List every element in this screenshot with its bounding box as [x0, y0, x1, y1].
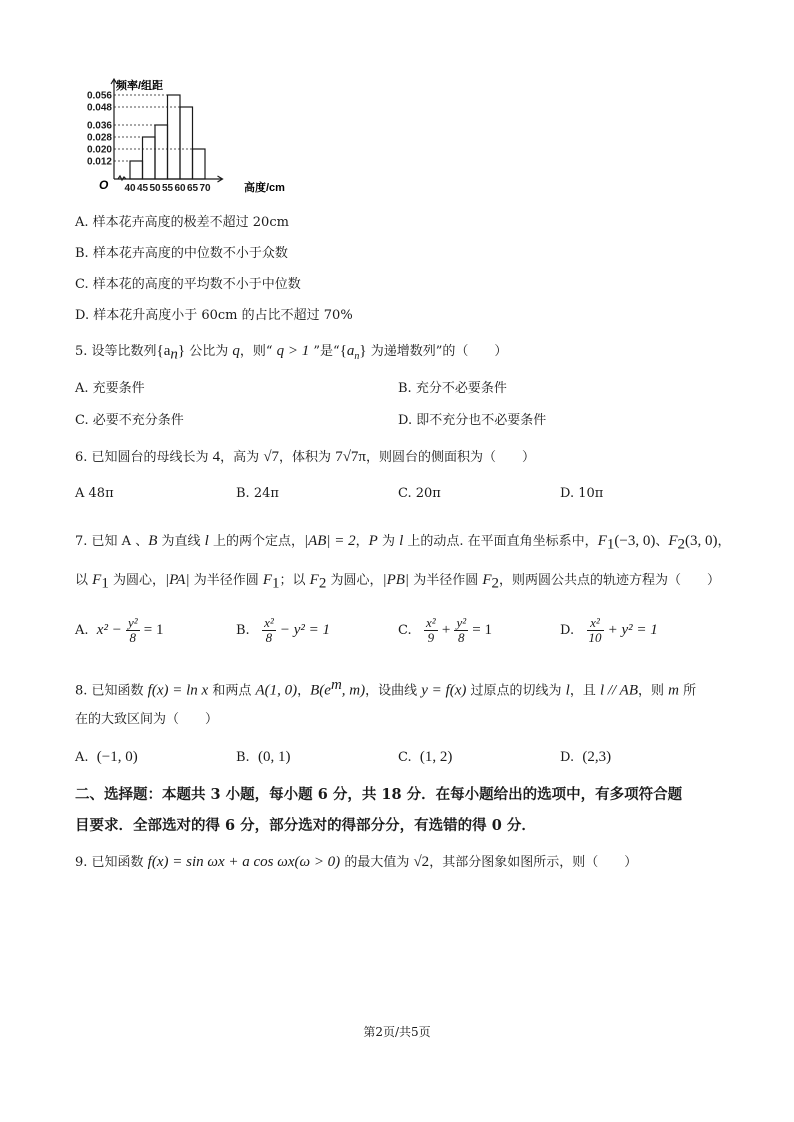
q8-option-a[interactable]: A. (−1, 0) — [75, 749, 138, 765]
x-tick-label: 45 — [136, 183, 149, 194]
section2-heading-line2: 目要求．全部选对的得 6 分，部分选对的得部分分，有选错的得 0 分． — [75, 817, 536, 834]
q8-option-c[interactable]: C. (1, 2) — [398, 749, 453, 765]
x-tick-label: 55 — [161, 183, 174, 194]
x-tick-label: 60 — [174, 183, 186, 194]
y-axis-label: 频率/组距 — [116, 80, 164, 92]
q6-option-b[interactable]: B. 24π — [236, 486, 279, 501]
q6-stem: 6. 已知圆台的母线长为 4，高为 √7，体积为 7√7π，则圆台的侧面积为（ ） — [75, 449, 536, 465]
q4-option-d[interactable]: D. 样本花升高度小于 60cm 的占比不超过 70% — [75, 308, 353, 323]
x-tick-label: 50 — [149, 183, 161, 194]
y-tick-label: 0.056 — [86, 90, 112, 102]
x-axis-label: 高度/cm — [244, 182, 285, 194]
y-tick-label: 0.048 — [86, 102, 112, 114]
y-tick-label: 0.028 — [86, 132, 112, 144]
y-tick-label: 0.012 — [86, 156, 112, 168]
frequency-histogram — [82, 76, 382, 196]
section2-heading-line1: 二、选择题：本题共 3 小题，每小题 6 分，共 18 分．在每小题给出的选项中，有多项符合题 — [75, 786, 683, 803]
q8-option-d[interactable]: D. (2,3) — [560, 749, 612, 765]
q7-option-a[interactable]: A. x² − $\frac{\text{y²}}{8}$ = 1 — [75, 615, 164, 645]
q4-option-b[interactable]: B. 样本花卉高度的中位数不小于众数 — [75, 246, 288, 261]
y-tick-label: 0.036 — [86, 120, 112, 132]
histogram-bar — [168, 95, 181, 179]
x-tick-label: 70 — [199, 183, 211, 194]
q6-option-c[interactable]: C. 20π — [398, 486, 441, 501]
q4-option-a[interactable]: A. 样本花卉高度的极差不超过 20cm — [75, 215, 289, 230]
q8-stem-line2: 在的大致区间为（ ） — [75, 712, 219, 727]
q5-option-c[interactable]: C. 必要不充分条件 — [75, 413, 184, 428]
q5-option-b[interactable]: B. 充分不必要条件 — [398, 381, 507, 396]
histogram-bar — [155, 125, 168, 179]
q9-stem: 9. 已知函数 f(x) = sin ωx + a cos ωx(ω > 0) 的最大值为 √2，其部分图象如图所示，则（ ） — [75, 854, 638, 870]
q7-stem-line1: 7. 已知 A 、B 为直线 l 上的两个定点，|AB| = 2，P 为 l 上的动点. 在平面直角坐标系中，$F_1(-3$, 0)、$F_2(3$, 0)， — [75, 533, 731, 553]
origin-label: O — [99, 178, 109, 192]
histogram-bar — [180, 107, 193, 179]
x-tick-label: 40 — [124, 183, 136, 194]
y-tick-label: 0.020 — [86, 144, 112, 156]
histogram-bar — [193, 149, 206, 179]
q8-stem-line1: 8. 已知函数 f(x) = ln x 和两点 A(1, 0)，$B(e^m$, m)，设曲线 y = f(x) 过原点的切线为 l，且 l // AB，则 m 所 — [75, 677, 697, 699]
q5-stem: 5. 设等比数列$\{a_n\}$ 公比为 q，则“ q > 1 ”是“$\{a_n\}$ 为递增数列”的（ ） — [75, 343, 508, 363]
q7-option-b[interactable]: B. $\frac{\text{x²}}{8}$ − y² = 1 — [236, 615, 331, 645]
x-tick-label: 65 — [186, 183, 199, 194]
q6-option-a[interactable]: A 48π — [75, 486, 114, 501]
page-footer: 第2页/共5页 — [363, 1025, 431, 1039]
q8-option-b[interactable]: B. (0, 1) — [236, 749, 291, 765]
q7-option-c[interactable]: C. $\frac{\text{x²}}{9}$ + $\frac{\text{y²}}{8}$ = 1 — [398, 615, 492, 645]
histogram-bar — [130, 161, 143, 179]
q7-option-d[interactable]: D. $\frac{\text{x²}}{10}$ + y² = 1 — [560, 615, 658, 645]
q7-stem-line2: 以 $F_1$ 为圆心，|PA| 为半径作圆 $F_1$；以 $F_2$ 为圆心，|PB| 为半径作圆 $F_2$，则两圆公共点的轨迹方程为（ ） — [75, 572, 721, 592]
q5-option-d[interactable]: D. 即不充分也不必要条件 — [398, 413, 547, 428]
q4-option-c[interactable]: C. 样本花的高度的平均数不小于中位数 — [75, 277, 301, 292]
q6-option-d[interactable]: D. 10π — [560, 486, 604, 501]
histogram-bar — [143, 137, 156, 179]
q5-option-a[interactable]: A. 充要条件 — [75, 381, 145, 396]
